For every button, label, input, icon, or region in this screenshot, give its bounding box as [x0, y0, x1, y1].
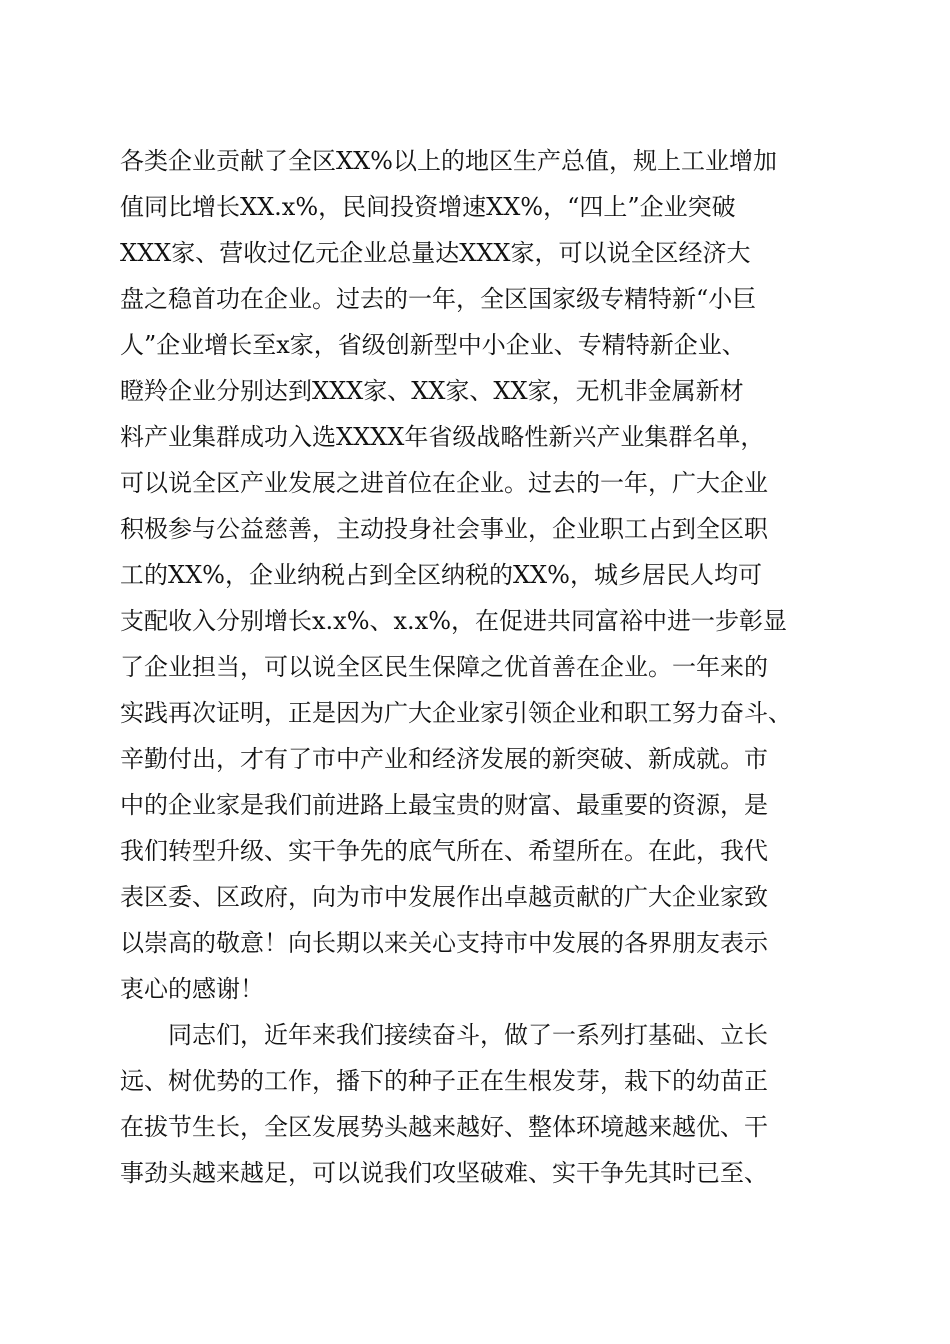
text-line: 支配收入分别增长x.x%、x.x%，在促进共同富裕中进一步彰显	[120, 607, 788, 635]
text-line: 瞪羚企业分别达到XXX家、XX家、XX家，无机非金属新材	[120, 377, 744, 405]
text-line: 盘之稳首功在企业。过去的一年，全区国家级专精特新“小巨	[120, 285, 757, 313]
text-line: 各类企业贡献了全区XX%以上的地区生产总值，规上工业增加	[120, 147, 777, 175]
text-line: 人”企业增长至x家，省级创新型中小企业、专精特新企业、	[120, 331, 746, 359]
text-line: 以崇高的敬意！向长期以来关心支持市中发展的各界朋友表示	[120, 929, 768, 957]
text-line: 实践再次证明，正是因为广大企业家引领企业和职工努力奋斗、	[120, 699, 792, 727]
text-line: 积极参与公益慈善，主动投身社会事业，企业职工占到全区职	[120, 515, 768, 543]
text-line: 工的XX%，企业纳税占到全区纳税的XX%，城乡居民人均可	[120, 561, 762, 589]
text-line: 中的企业家是我们前进路上最宝贵的财富、最重要的资源，是	[120, 791, 768, 819]
text-line: 远、树优势的工作，播下的种子正在生根发芽，栽下的幼苗正	[120, 1067, 768, 1095]
text-line: 辛勤付出，才有了市中产业和经济发展的新突破、新成就。市	[120, 745, 768, 773]
text-line: XXX家、营收过亿元企业总量达XXX家，可以说全区经济大	[120, 239, 751, 267]
text-line: 同志们，近年来我们接续奋斗，做了一系列打基础、立长	[168, 1021, 768, 1049]
text-line: 值同比增长XX.x%，民间投资增速XX%，“四上”企业突破	[120, 193, 736, 221]
text-line: 可以说全区产业发展之进首位在企业。过去的一年，广大企业	[120, 469, 768, 497]
text-line: 了企业担当，可以说全区民生保障之优首善在企业。一年来的	[120, 653, 768, 681]
text-line: 衷心的感谢！	[120, 975, 264, 1003]
text-line: 我们转型升级、实干争先的底气所在、希望所在。在此，我代	[120, 837, 768, 865]
text-line: 在拔节生长，全区发展势头越来越好、整体环境越来越优、干	[120, 1113, 768, 1141]
text-line: 事劲头越来越足，可以说我们攻坚破难、实干争先其时已至、	[120, 1159, 768, 1187]
text-line: 料产业集群成功入选XXXX年省级战略性新兴产业集群名单，	[120, 423, 765, 451]
text-line: 表区委、区政府，向为市中发展作出卓越贡献的广大企业家致	[120, 883, 768, 911]
